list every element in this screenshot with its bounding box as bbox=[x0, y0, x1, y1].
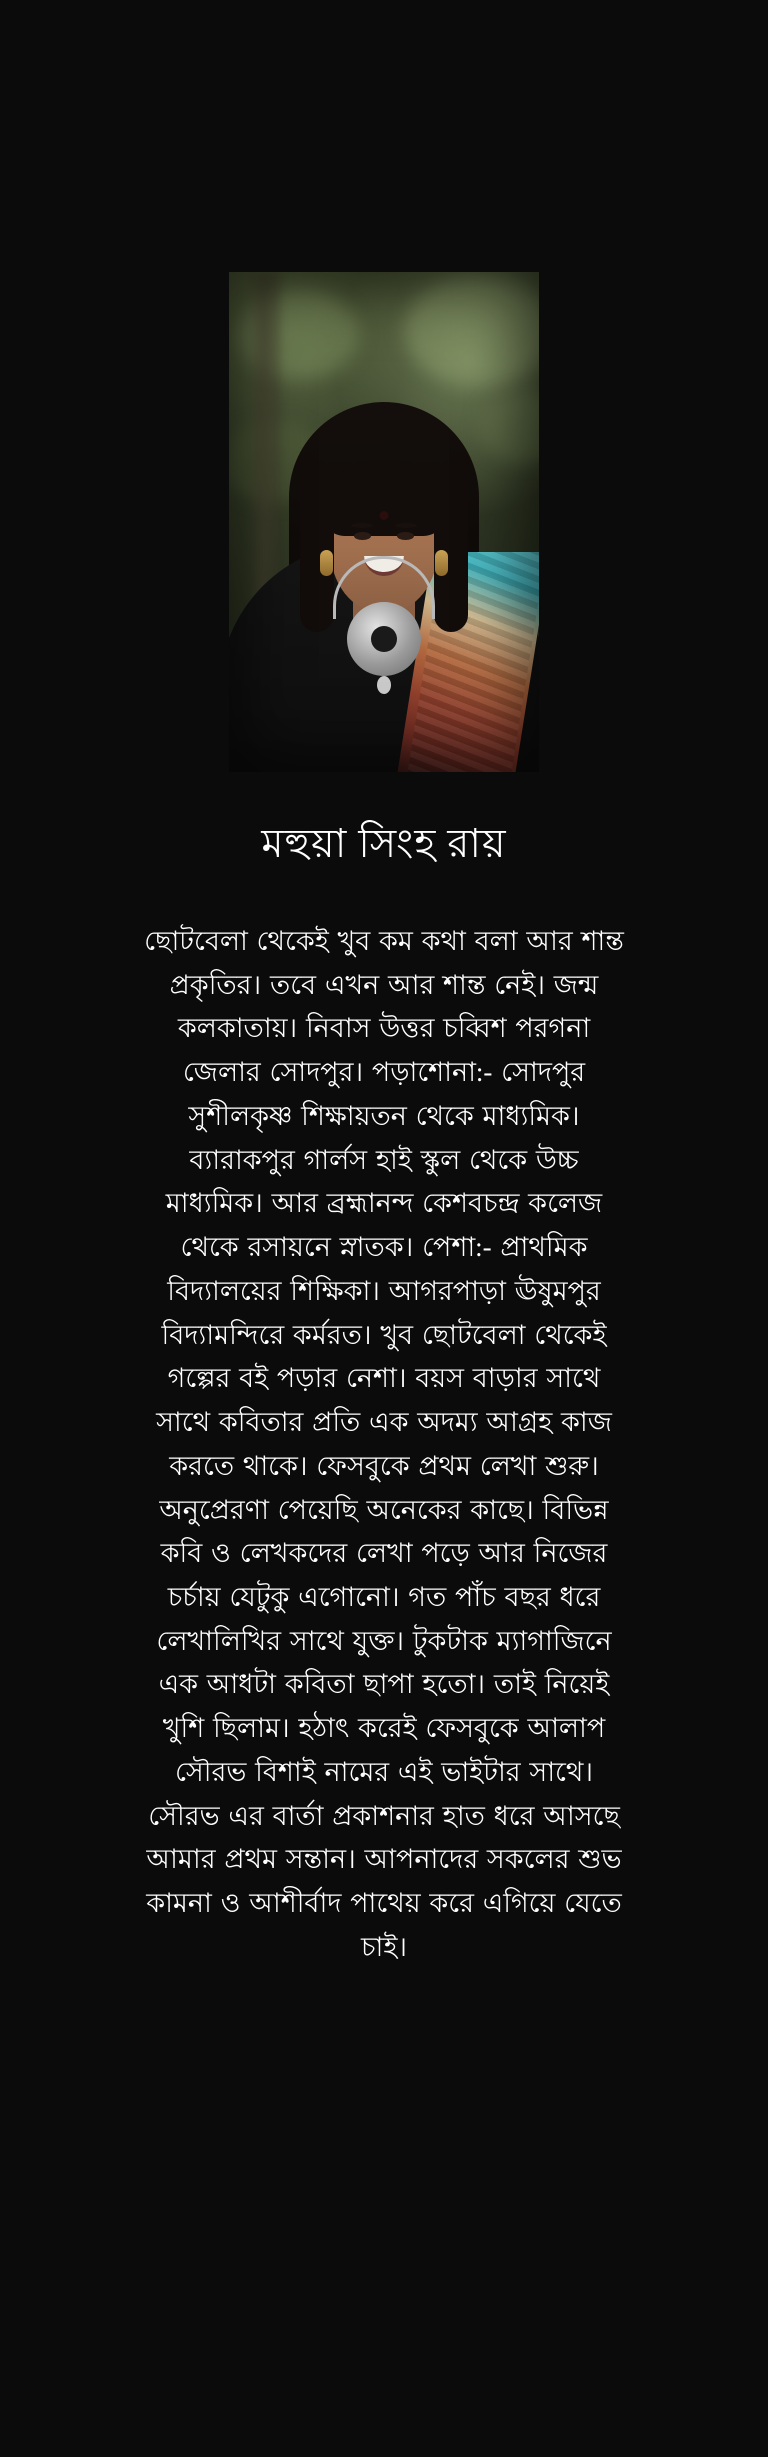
bindi bbox=[380, 511, 389, 520]
person-figure bbox=[229, 352, 539, 772]
earring-right bbox=[435, 550, 448, 576]
author-name: মহুয়া সিংহ রায় bbox=[261, 821, 507, 866]
hair-side-right bbox=[434, 462, 468, 632]
author-biography: ছোটবেলা থেকেই খুব কম কথা বলা আর শান্ত প্রকৃতির। তবে এখন আর শান্ত নেই। জন্ম কলকাতায়। নিবাস উত্তর চব্বিশ পরগনা জেলার সোদপুর। পড়াশোনা:- সোদপুর সুশীলকৃষ্ণ শিক্ষায়তন থেকে মাধ্যমিক। ব্যারাকপুর গার্লস হাই স্কুল থেকে উচ্চ মাধ্যমিক। আর ব্রহ্মানন্দ কেশবচন্দ্র কলেজ থেকে রসায়নে স্নাতক। পেশা:- প্রাথমিক বিদ্যালয়ের শিক্ষিকা। আগরপাড়া ঊষুমপুর বিদ্যামন্দিরে কর্মরত। খুব ছোটবেলা থেকেই গল্পের বই পড়ার নেশা। বয়স বাড়ার সাথে সাথে কবিতার প্রতি এক অদম্য আগ্রহ কাজ করতে থাকে। ফেসবুকে প্রথম লেখা শুরু। অনুপ্রেরণা পেয়েছি অনেকের কাছে। বিভিন্ন কবি ও লেখকদের লেখা পড়ে আর নিজের চর্চায় যেটুকু এগোনো। গত পাঁচ বছর ধরে লেখালিখির সাথে যুক্ত। টুকটাক ম্যাগাজিনে এক আধটা কবিতা ছাপা হতো। তাই নিয়েই খুশি ছিলাম। হঠাৎ করেই ফেসবুকে আলাপ সৌরভ বিশাই নামের এই ভাইটার সাথে। সৌরভ এর বার্তা প্রকাশনার হাত ধরে আসছে আমার প্রথম সন্তান। আপনাদের সকলের শুভ কামনা ও আশীর্বাদ পাথেয় করে এগিয়ে যেতে চাই। bbox=[144, 926, 624, 1962]
portrait-image bbox=[229, 272, 539, 772]
hair-front bbox=[321, 462, 447, 536]
necklace-pendant bbox=[347, 602, 421, 676]
pendant-drop bbox=[377, 676, 391, 694]
author-portrait bbox=[229, 272, 539, 772]
earring-left bbox=[320, 550, 333, 576]
eyebrow-left bbox=[351, 523, 373, 528]
eye-right bbox=[397, 532, 414, 540]
eyebrow-right bbox=[395, 523, 417, 528]
hair-side-left bbox=[300, 462, 334, 632]
eye-left bbox=[354, 532, 371, 540]
